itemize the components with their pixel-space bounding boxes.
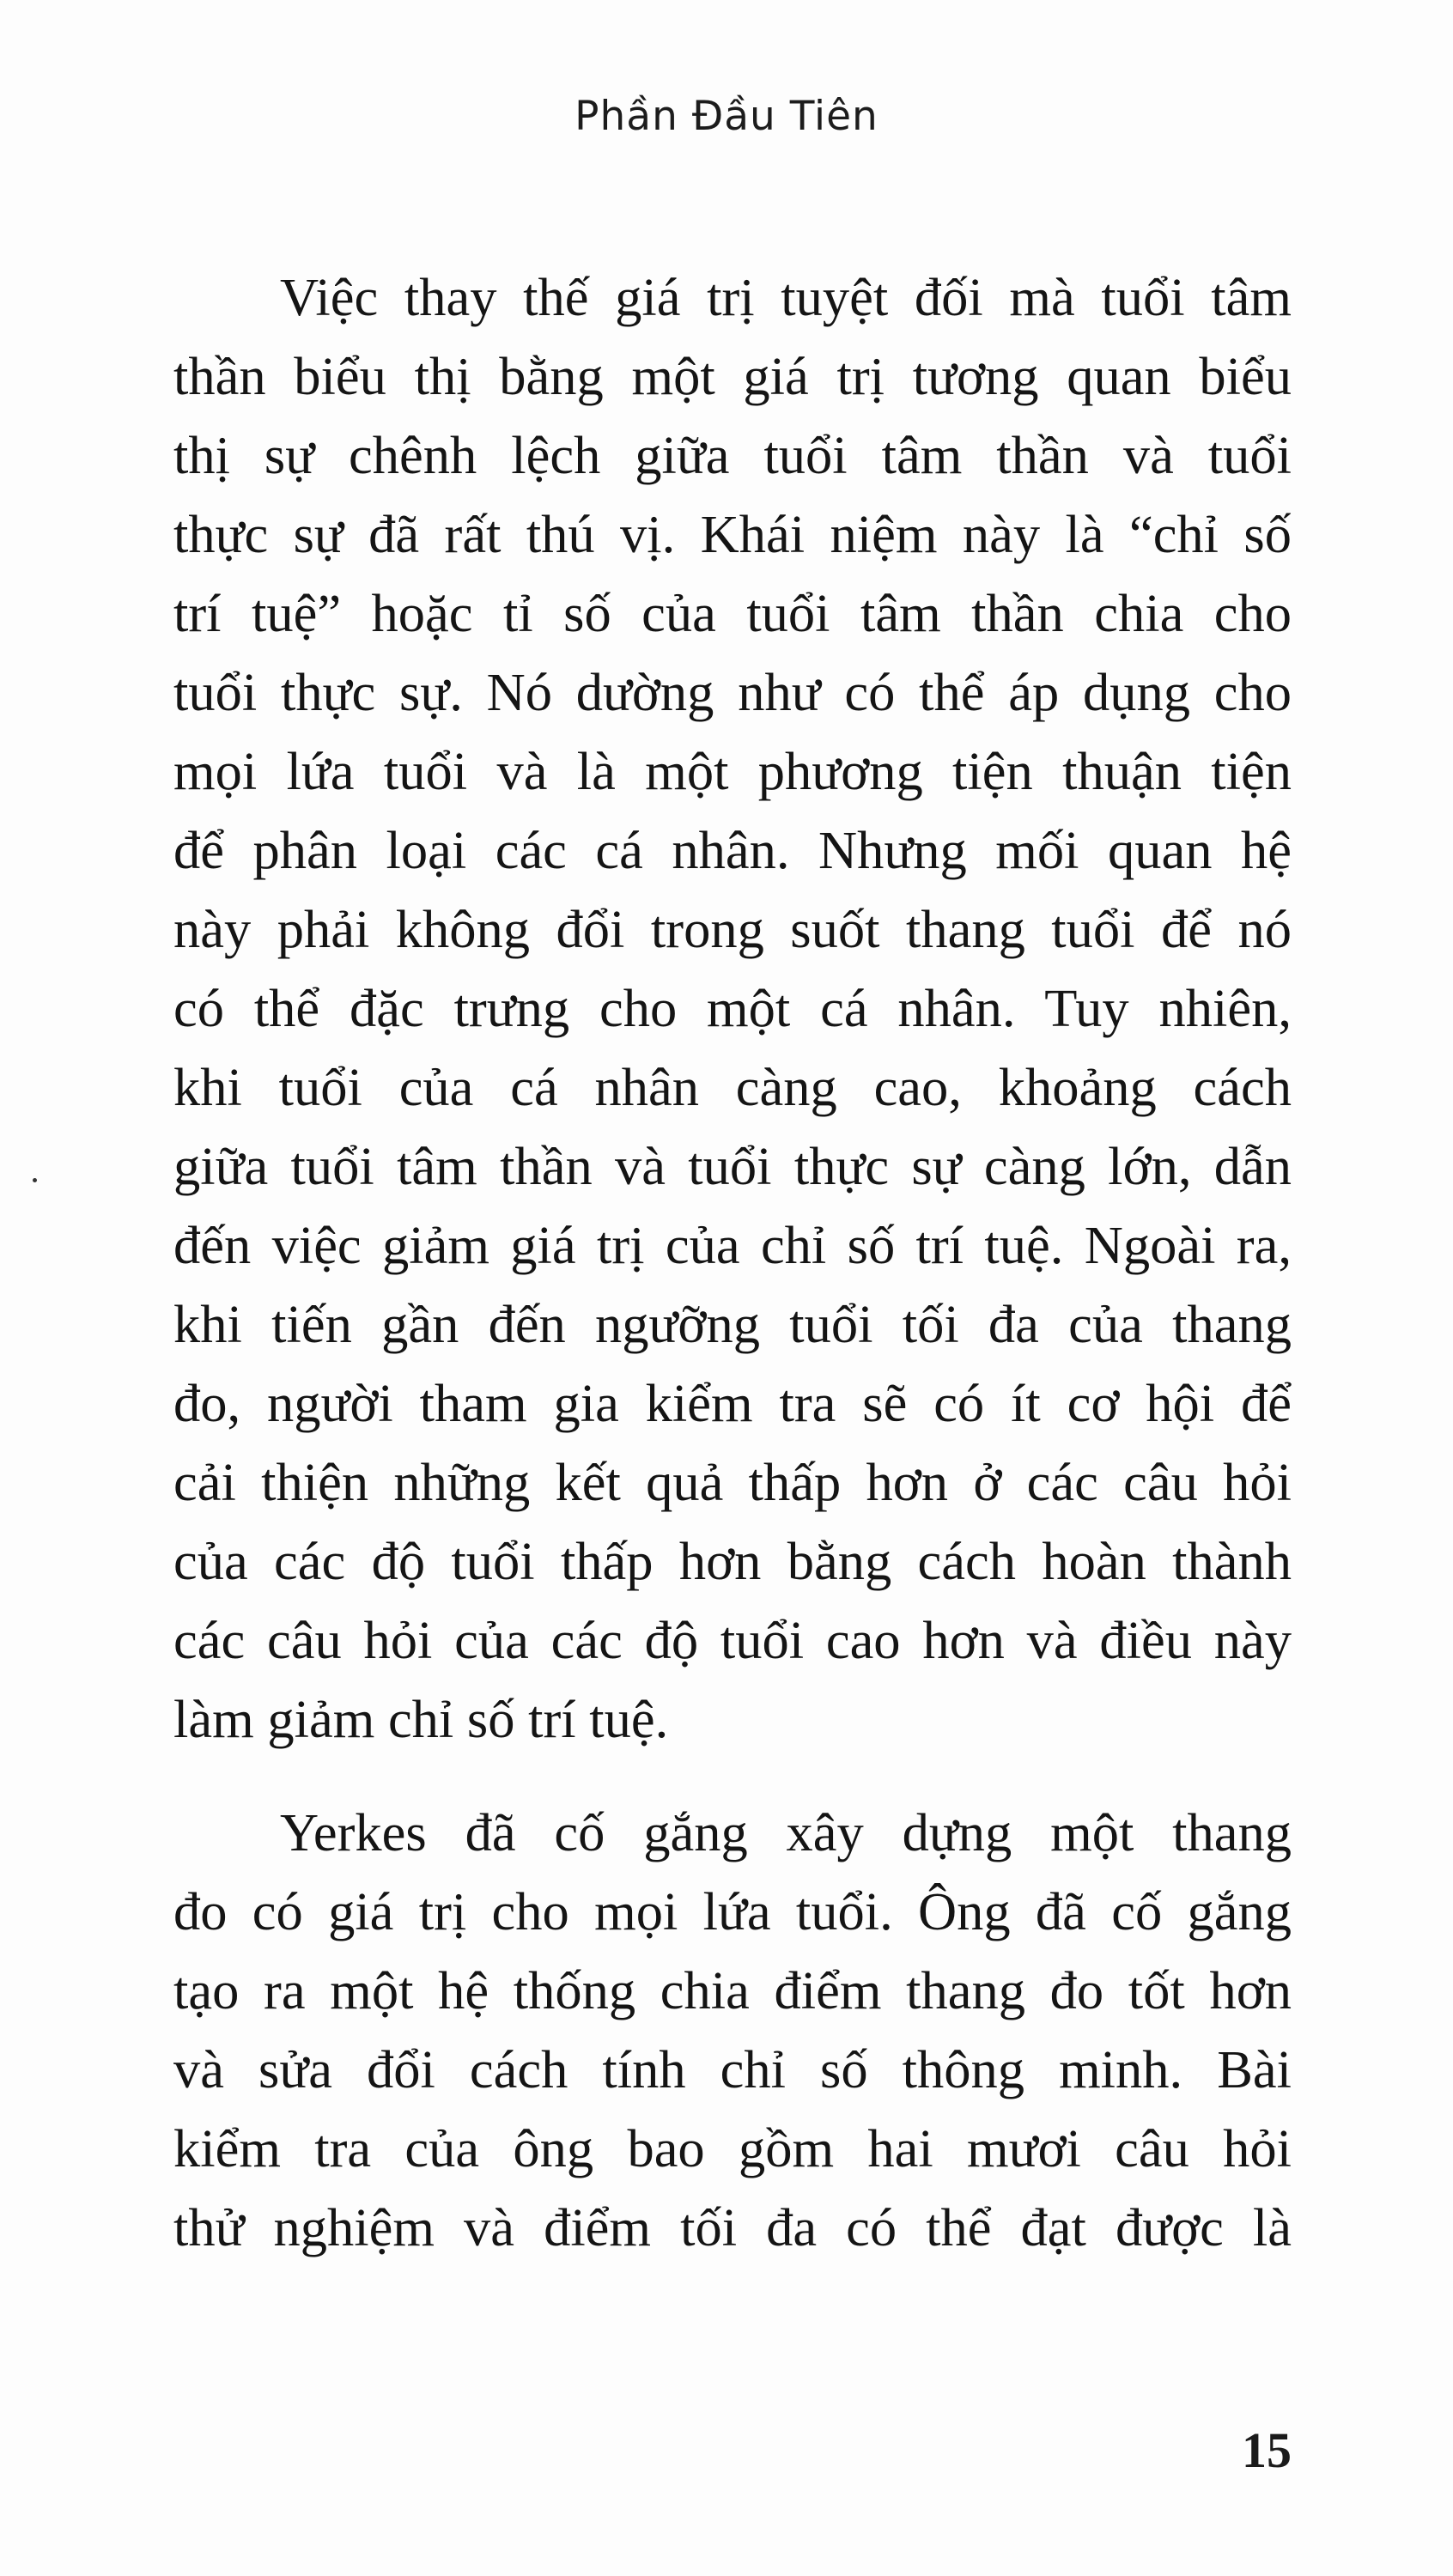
text-line: khi tiến gần đến ngưỡng tuổi tối đa của thang [173,1294,1292,1354]
text-line: trí tuệ” hoặc tỉ số của tuổi tâm thần chia cho [173,583,1292,643]
text-line: để phân loại các cá nhân. Nhưng mối quan hệ [173,820,1292,880]
text-line: các câu hỏi của các độ tuổi cao hơn và điều này [173,1610,1292,1670]
text-line: có thể đặc trưng cho một cá nhân. Tuy nhiên, [173,978,1292,1038]
text-line: này phải không đổi trong suốt thang tuổi để nó [173,899,1292,959]
paragraph-1 [173,258,1292,1759]
page-number: 15 [1242,2422,1292,2478]
text-line: và sửa đổi cách tính chỉ số thông minh. Bài [173,2039,1292,2099]
text-line: cải thiện những kết quả thấp hơn ở các câu hỏi [173,1452,1292,1512]
text-line: đo có giá trị cho mọi lứa tuổi. Ông đã cố gắng [173,1881,1292,1941]
running-header: Phần Đầu Tiên [575,93,878,140]
text-line: thần biểu thị bằng một giá trị tương quan biểu [173,346,1292,406]
text-line: khi tuổi của cá nhân càng cao, khoảng cách [173,1057,1292,1117]
text-line: tuổi thực sự. Nó dường như có thể áp dụng cho [173,662,1292,722]
text-line: mọi lứa tuổi và là một phương tiện thuận tiện [173,741,1292,801]
paragraph-2 [173,1793,1292,2267]
print-speck-mark [33,1178,37,1182]
text-line: đến việc giảm giá trị của chỉ số trí tuệ. Ngoài ra, [173,1215,1292,1275]
text-line: kiểm tra của ông bao gồm hai mươi câu hỏi [173,2118,1292,2178]
body-text [173,258,1292,2267]
text-line: đo, người tham gia kiểm tra sẽ có ít cơ hội để [173,1373,1292,1433]
text-line: thị sự chênh lệch giữa tuổi tâm thần và tuổi [173,425,1292,485]
text-line: giữa tuổi tâm thần và tuổi thực sự càng lớn, dẫn [173,1136,1292,1196]
text-line: thực sự đã rất thú vị. Khái niệm này là “chỉ số [173,504,1292,564]
text-line: thử nghiệm và điểm tối đa có thể đạt được là [173,2197,1292,2257]
text-line: của các độ tuổi thấp hơn bằng cách hoàn thành [173,1531,1292,1591]
text-line: làm giảm chỉ số trí tuệ. [173,1689,669,1749]
text-line: tạo ra một hệ thống chia điểm thang đo tốt hơn [173,1960,1292,2020]
text-line: Việc thay thế giá trị tuyệt đối mà tuổi tâm [280,267,1292,327]
text-line: Yerkes đã cố gắng xây dựng một thang [280,1802,1292,1862]
